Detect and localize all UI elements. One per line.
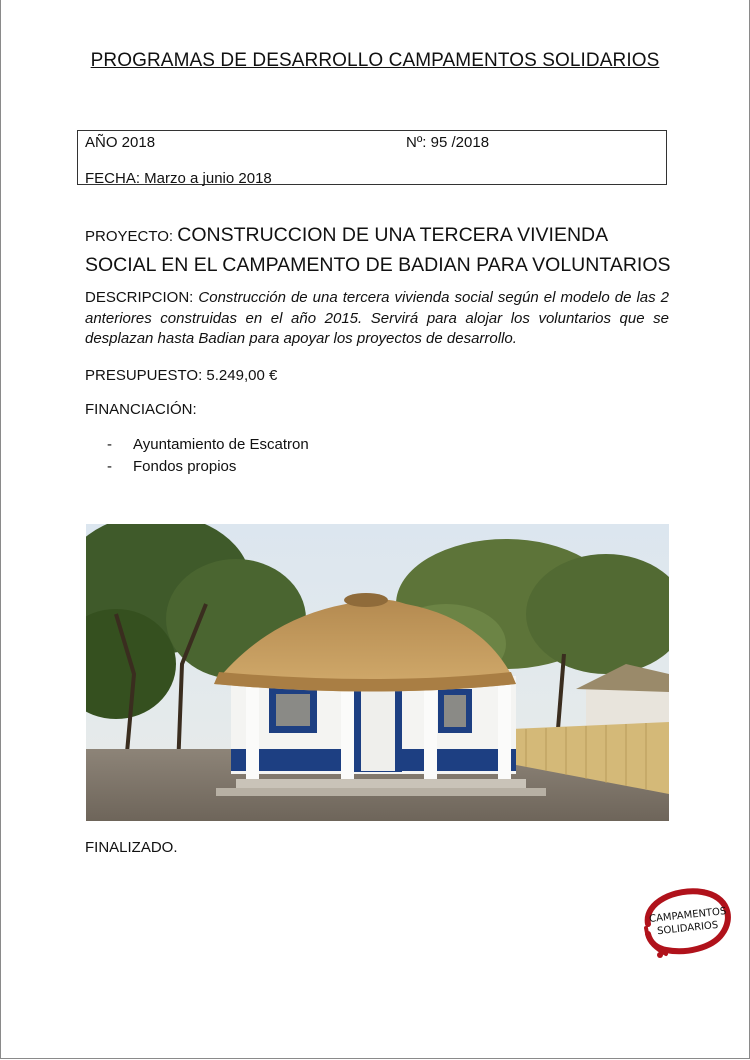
financing-list xyxy=(107,434,309,478)
financing-label: FINANCIACIÓN: xyxy=(85,401,197,418)
list-item-text: Fondos propios xyxy=(133,458,237,475)
budget-text: PRESUPUESTO: 5.249,00 € xyxy=(85,367,278,384)
description-label: DESCRIPCION: xyxy=(85,289,199,306)
list-item-text: Ayuntamiento de Escatron xyxy=(133,436,309,453)
list-bullet: - xyxy=(107,458,112,475)
list-item xyxy=(107,434,309,456)
svg-text:SOLIDARIOS: SOLIDARIOS xyxy=(656,919,719,938)
page-title: PROGRAMAS DE DESARROLLO CAMPAMENTOS SOLIDARIOS xyxy=(90,50,660,71)
house-photo xyxy=(86,524,669,821)
project-label: PROYECTO: xyxy=(85,228,178,245)
description-section xyxy=(85,288,669,350)
list-item xyxy=(107,456,309,478)
description-text: Construcción de una tercera vivienda social según el modelo de las 2 anteriores construidas en el año 2015. Servirá para alojar los voluntarios que se desplazan hasta Badian para apoyar los proyectos de desarrollo. xyxy=(85,289,670,347)
svg-text:CAMPAMENTOS: CAMPAMENTOS xyxy=(648,905,727,926)
info-box xyxy=(77,130,667,185)
project-section xyxy=(85,221,675,279)
number-field: Nº: 95 /2018 xyxy=(406,134,490,151)
list-bullet: - xyxy=(107,436,112,453)
project-title: CONSTRUCCION DE UNA TERCERA VIVIENDA SOCIAL EN EL CAMPAMENTO DE BADIAN PARA VOLUNTARIOS xyxy=(85,224,671,276)
date-field: FECHA: Marzo a junio 2018 xyxy=(85,170,272,187)
year-field: AÑO 2018 xyxy=(85,134,156,151)
campamentos-solidarios-logo xyxy=(636,884,736,960)
status-text: FINALIZADO. xyxy=(85,839,178,856)
